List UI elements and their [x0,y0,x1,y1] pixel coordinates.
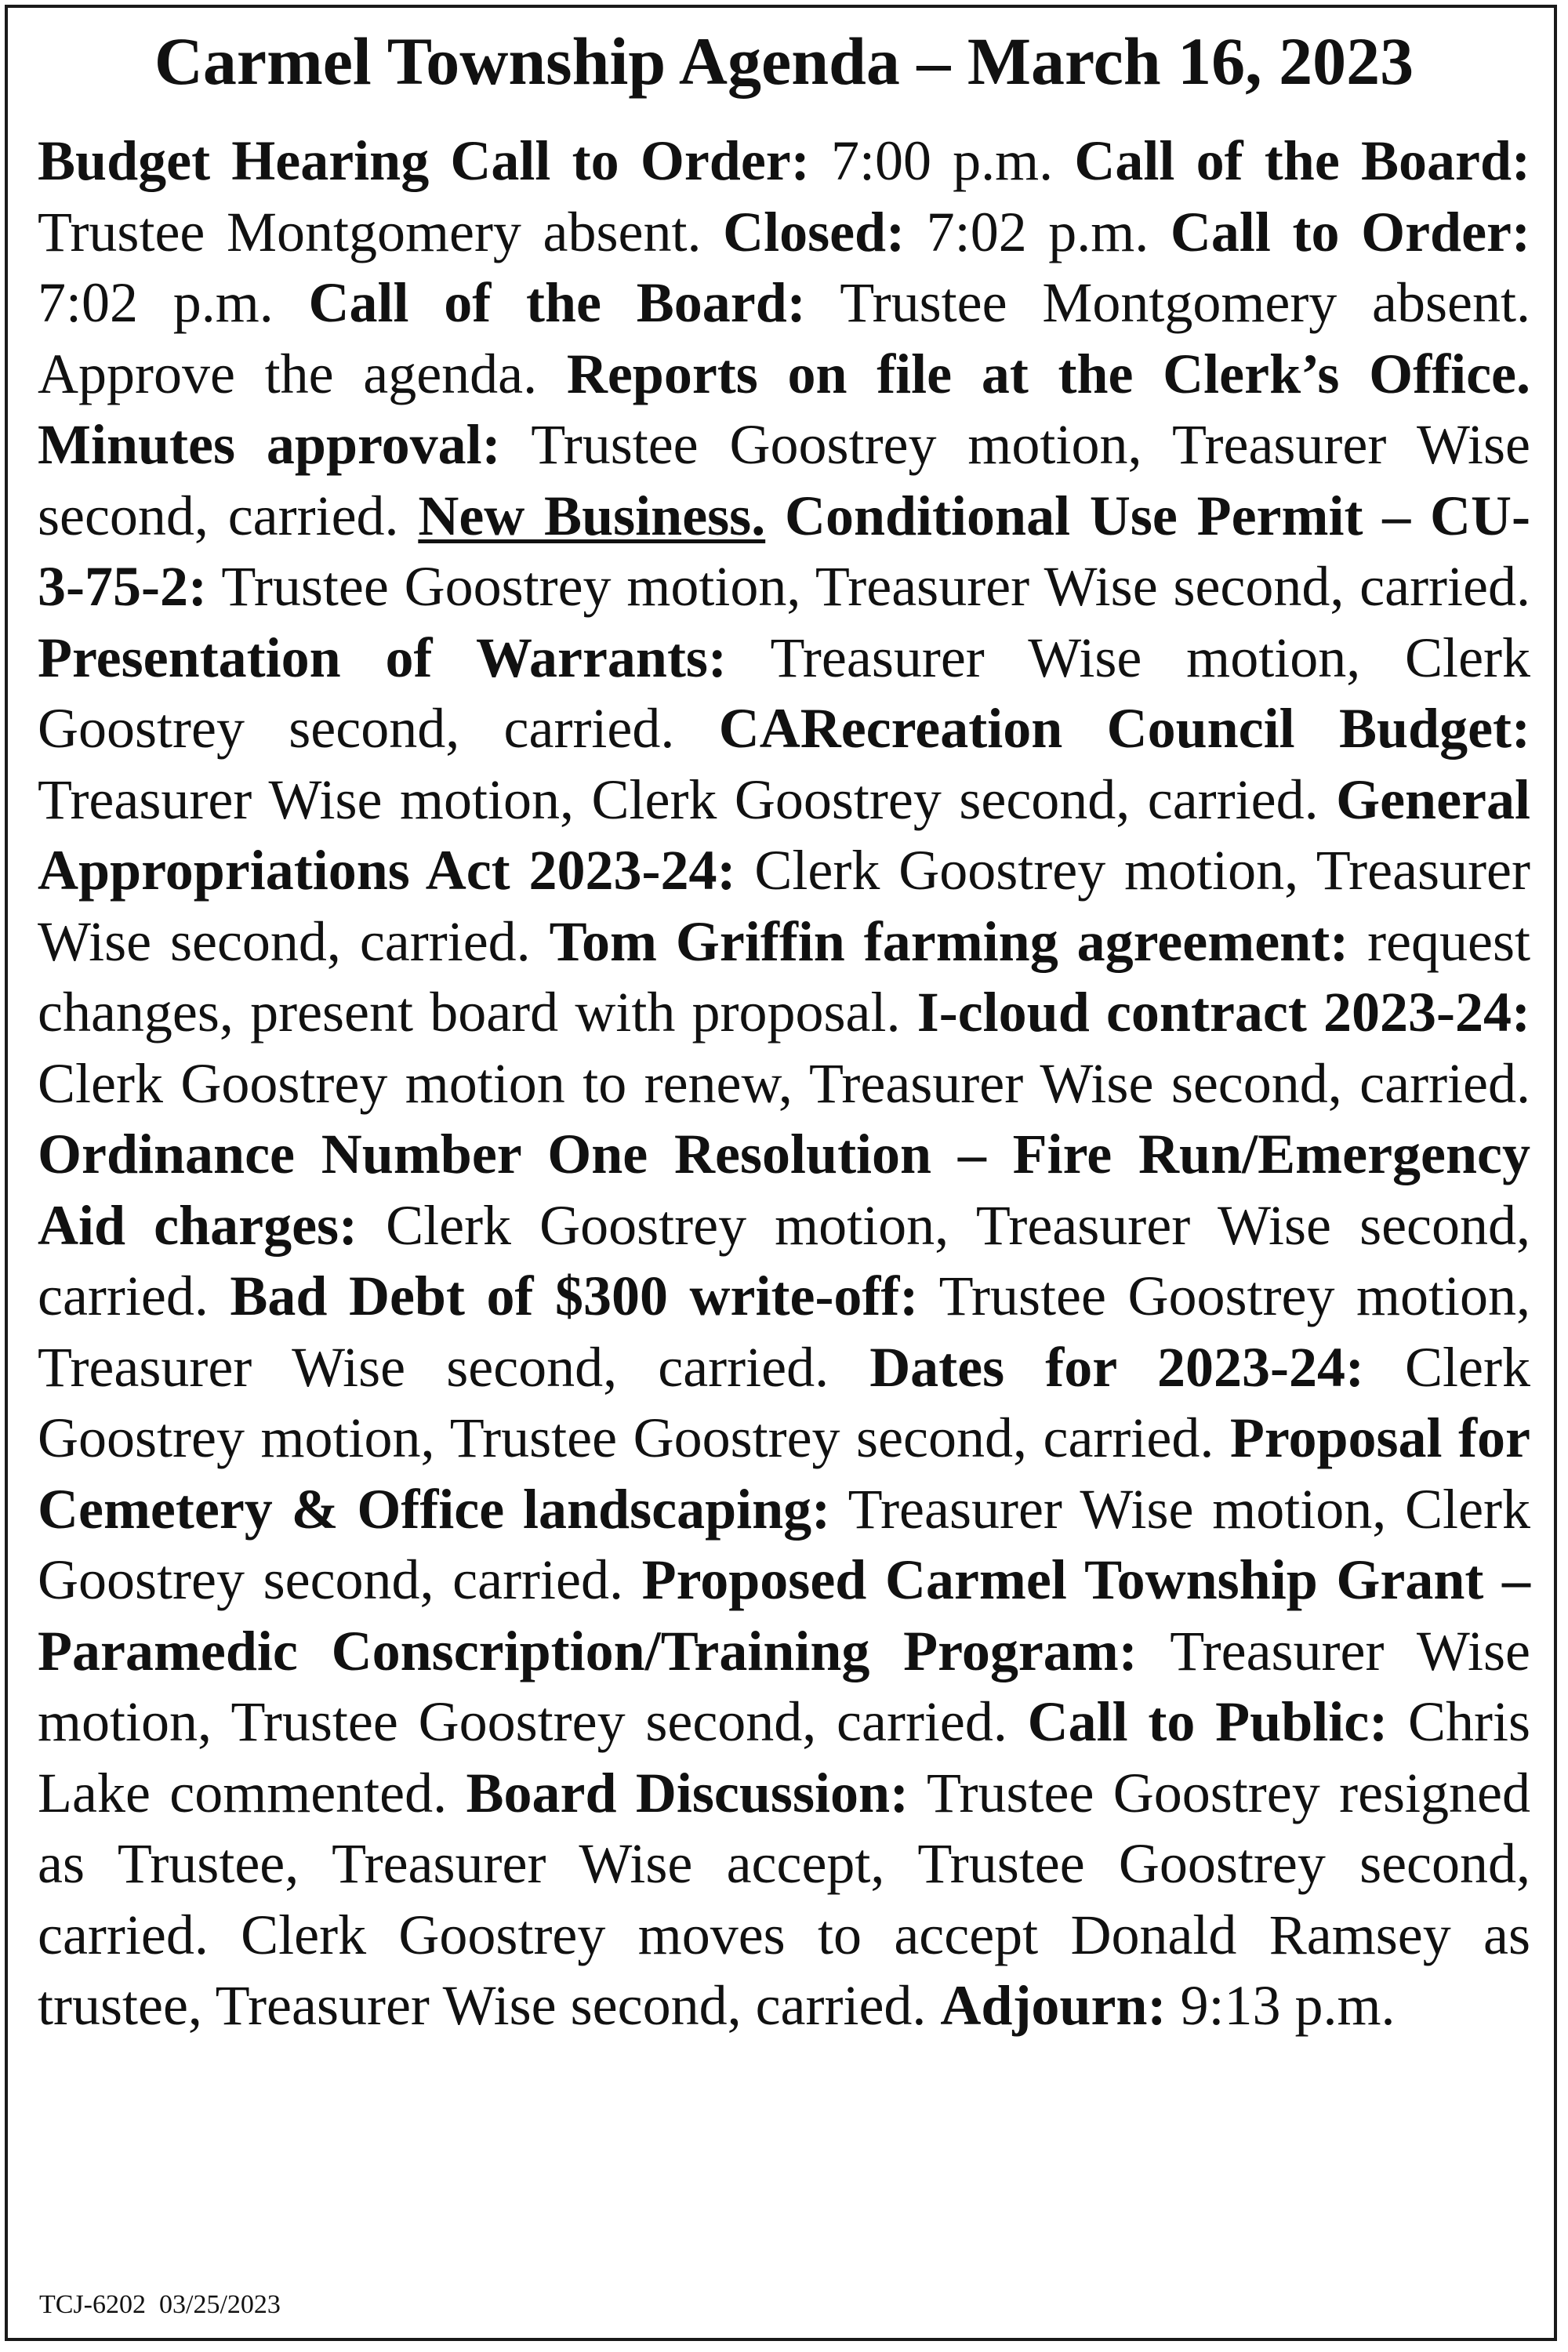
agenda-body [38,125,1530,2042]
agenda-heading: Bad Debt of $300 write-off: [230,1265,919,1327]
agenda-text: request changes, present board with proposal. [38,909,1530,1044]
agenda-heading: General Appropriations Act 2023-24: [38,768,1530,902]
agenda-text [765,485,785,547]
agenda-text: Trustee Montgomery absent. Approve the agenda. [38,271,1530,405]
agenda-text: 7:02 p.m. [905,200,1171,263]
agenda-heading: Adjourn: [940,1974,1167,2037]
section-heading: New Business. [418,484,766,547]
agenda-text: Clerk Goostrey motion, Treasurer Wise second, carried. [38,839,1530,973]
agenda-heading: Closed: [723,200,906,263]
agenda-text: Clerk Goostrey motion, Trustee Goostrey second, carried. [38,1335,1530,1469]
agenda-text: Trustee Montgomery absent. [38,200,724,263]
agenda-text: Trustee Goostrey motion, Treasurer Wise second, carried. [206,555,1530,618]
agenda-text: Treasurer Wise motion, Clerk Goostrey second, carried. [38,626,1530,760]
agenda-text: Clerk Goostrey motion to renew, Treasurer Wise second, carried. [38,1051,1530,1115]
agenda-text: Chris Lake commented. [38,1690,1530,1824]
agenda-text: Trustee Goostrey motion, Treasurer Wise second, carried. [38,1265,1531,1399]
agenda-heading: I-cloud contract 2023-24: [916,981,1530,1044]
agenda-text: 7:00 p.m. [809,129,1075,192]
agenda-heading: Tom Griffin farming agreement: [549,909,1349,973]
agenda-heading: Call to Order: [1170,200,1530,263]
agenda-text: 7:02 p.m. [38,271,309,334]
agenda-heading: Reports on file at the Clerk’s Office. Minutes approval: [38,342,1530,476]
agenda-text: Treasurer Wise motion, Clerk Goostrey second, carried. [38,768,1337,831]
agenda-heading: Conditional Use Permit – CU-3-75-2: [38,484,1530,618]
agenda-heading: Dates for 2023-24: [869,1335,1364,1399]
agenda-heading: Proposed Carmel Township Grant – Paramedic Conscription/Training Program: [38,1548,1530,1682]
agenda-text: Trustee Goostrey motion, Treasurer Wise second, carried. [38,413,1531,547]
footer-code: TCJ-6202 [39,2290,146,2319]
footer-date: 03/25/2023 [159,2290,281,2319]
agenda-heading: Presentation of Warrants: [38,626,727,689]
notice-footer [39,2289,281,2321]
agenda-heading: Ordinance Number One Resolution – Fire Run/Emergency Aid charges: [38,1123,1530,1257]
agenda-heading: Call to Public: [1027,1690,1388,1753]
agenda-heading: CARecreation Council Budget: [718,697,1530,760]
agenda-heading: Call of the Board: [1074,129,1530,192]
notice-title: Carmel Township Agenda – March 16, 2023 [154,24,1414,99]
agenda-heading: Board Discussion: [466,1761,909,1824]
agenda-heading: Budget Hearing Call to Order: [38,129,810,192]
agenda-text: Treasurer Wise motion, Trustee Goostrey second, carried. [38,1619,1530,1753]
agenda-text: 9:13 p.m. [1166,1974,1396,2037]
agenda-heading: Call of the Board: [308,271,806,334]
agenda-text: Clerk Goostrey motion, Treasurer Wise second, carried. [38,1193,1531,1327]
agenda-text: Trustee Goostrey resigned as Trustee, Treasurer Wise accept, Trustee Goostrey second, carried. Clerk Goostrey moves to accept Donald Ramsey as trustee, Treasurer Wise second, carried. [38,1761,1530,2037]
agenda-text: Treasurer Wise motion, Clerk Goostrey second, carried. [38,1477,1530,1611]
agenda-heading: Proposal for Cemetery & Office landscaping: [38,1406,1530,1541]
